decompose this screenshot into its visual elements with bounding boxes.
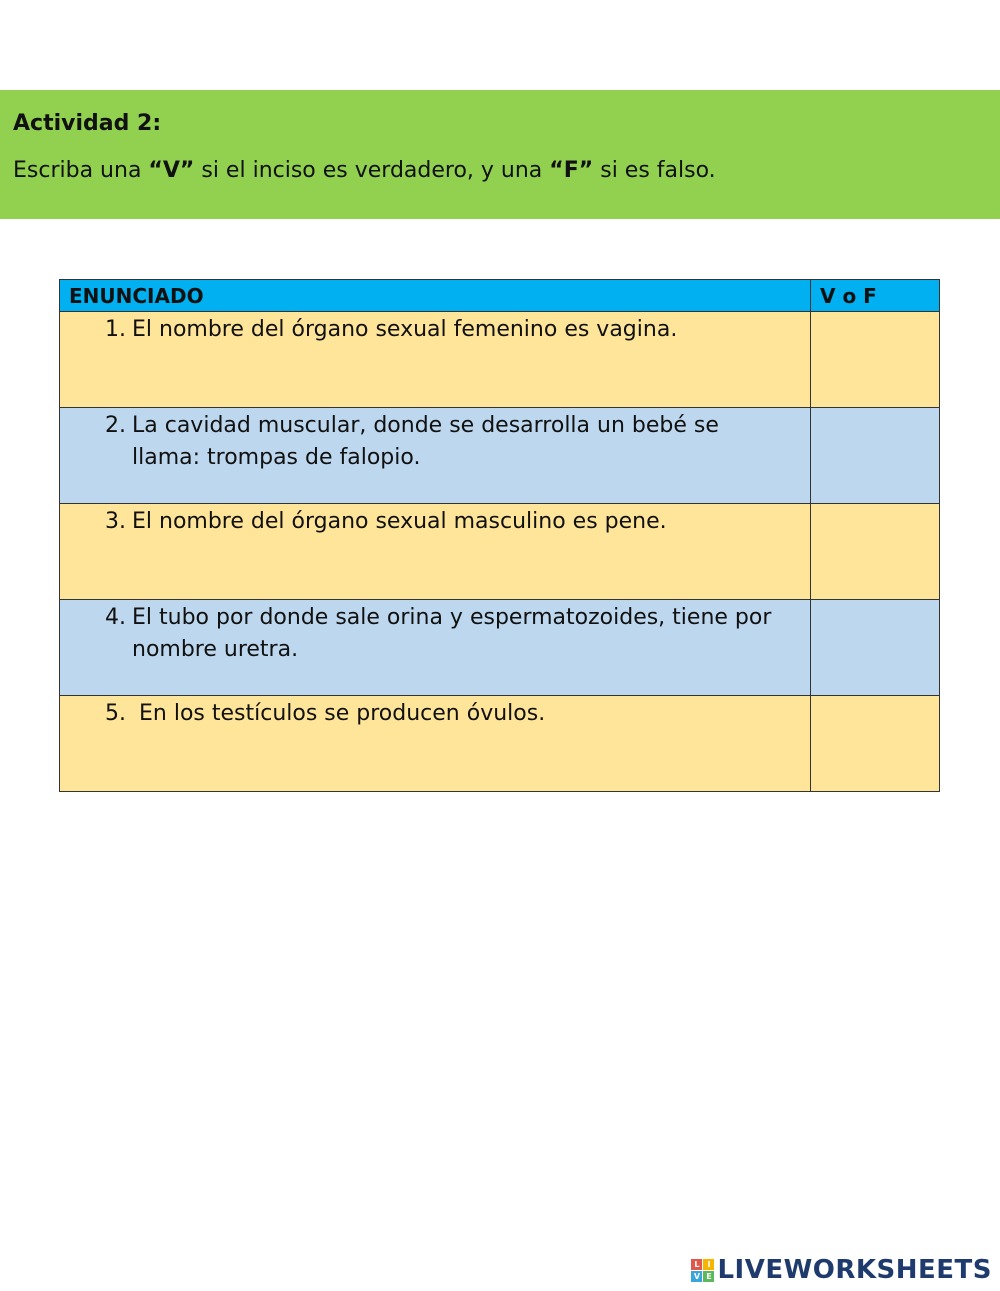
statement-number: 1. (105, 317, 126, 342)
mark-v: “V” (148, 158, 195, 183)
table-row (60, 696, 940, 792)
answer-cell[interactable] (811, 408, 940, 504)
statement-cell (60, 312, 811, 408)
statement-text: La cavidad muscular, donde se desarrolla un bebé se llama: trompas de falopio. (132, 413, 719, 470)
statement-text: El nombre del órgano sexual masculino es pene. (132, 509, 667, 534)
statement-number: 5. (105, 701, 126, 726)
true-false-table (59, 279, 940, 792)
statement-text: El tubo por donde sale orina y espermatozoides, tiene por nombre uretra. (132, 605, 772, 662)
answer-cell[interactable] (811, 600, 940, 696)
activity-title: Actividad 2: (13, 111, 162, 136)
statement-text: El nombre del órgano sexual femenino es vagina. (132, 317, 678, 342)
table-header-row (60, 280, 940, 312)
instruction-middle: si el inciso es verdadero, y una (194, 158, 550, 183)
instruction-suffix: si es falso. (593, 158, 716, 183)
instruction-prefix: Escriba una (13, 158, 149, 183)
statement-text: En los testículos se producen óvulos. (132, 701, 546, 726)
answer-input[interactable] (811, 600, 939, 695)
column-header-answer: V o F (811, 280, 940, 312)
answer-cell[interactable] (811, 696, 940, 792)
answer-cell[interactable] (811, 312, 940, 408)
statement-cell (60, 408, 811, 504)
statement-cell (60, 696, 811, 792)
table-row (60, 408, 940, 504)
table-row (60, 504, 940, 600)
instructions-banner (0, 90, 1000, 219)
table-row (60, 600, 940, 696)
statement-number: 4. (105, 605, 126, 630)
statement-cell (60, 504, 811, 600)
answer-input[interactable] (811, 312, 939, 407)
answer-input[interactable] (811, 696, 939, 791)
liveworksheets-logo (691, 1255, 992, 1285)
logo-mark-icon: L I V E (691, 1259, 714, 1282)
statement-number: 3. (105, 509, 126, 534)
table-row (60, 312, 940, 408)
mark-f: “F” (549, 158, 594, 183)
column-header-statement: ENUNCIADO (60, 280, 811, 312)
answer-input[interactable] (811, 408, 939, 503)
statement-cell (60, 600, 811, 696)
answer-cell[interactable] (811, 504, 940, 600)
statement-number: 2. (105, 413, 126, 438)
answer-input[interactable] (811, 504, 939, 599)
instruction-text (13, 158, 716, 183)
logo-text: LIVEWORKSHEETS (717, 1255, 992, 1285)
